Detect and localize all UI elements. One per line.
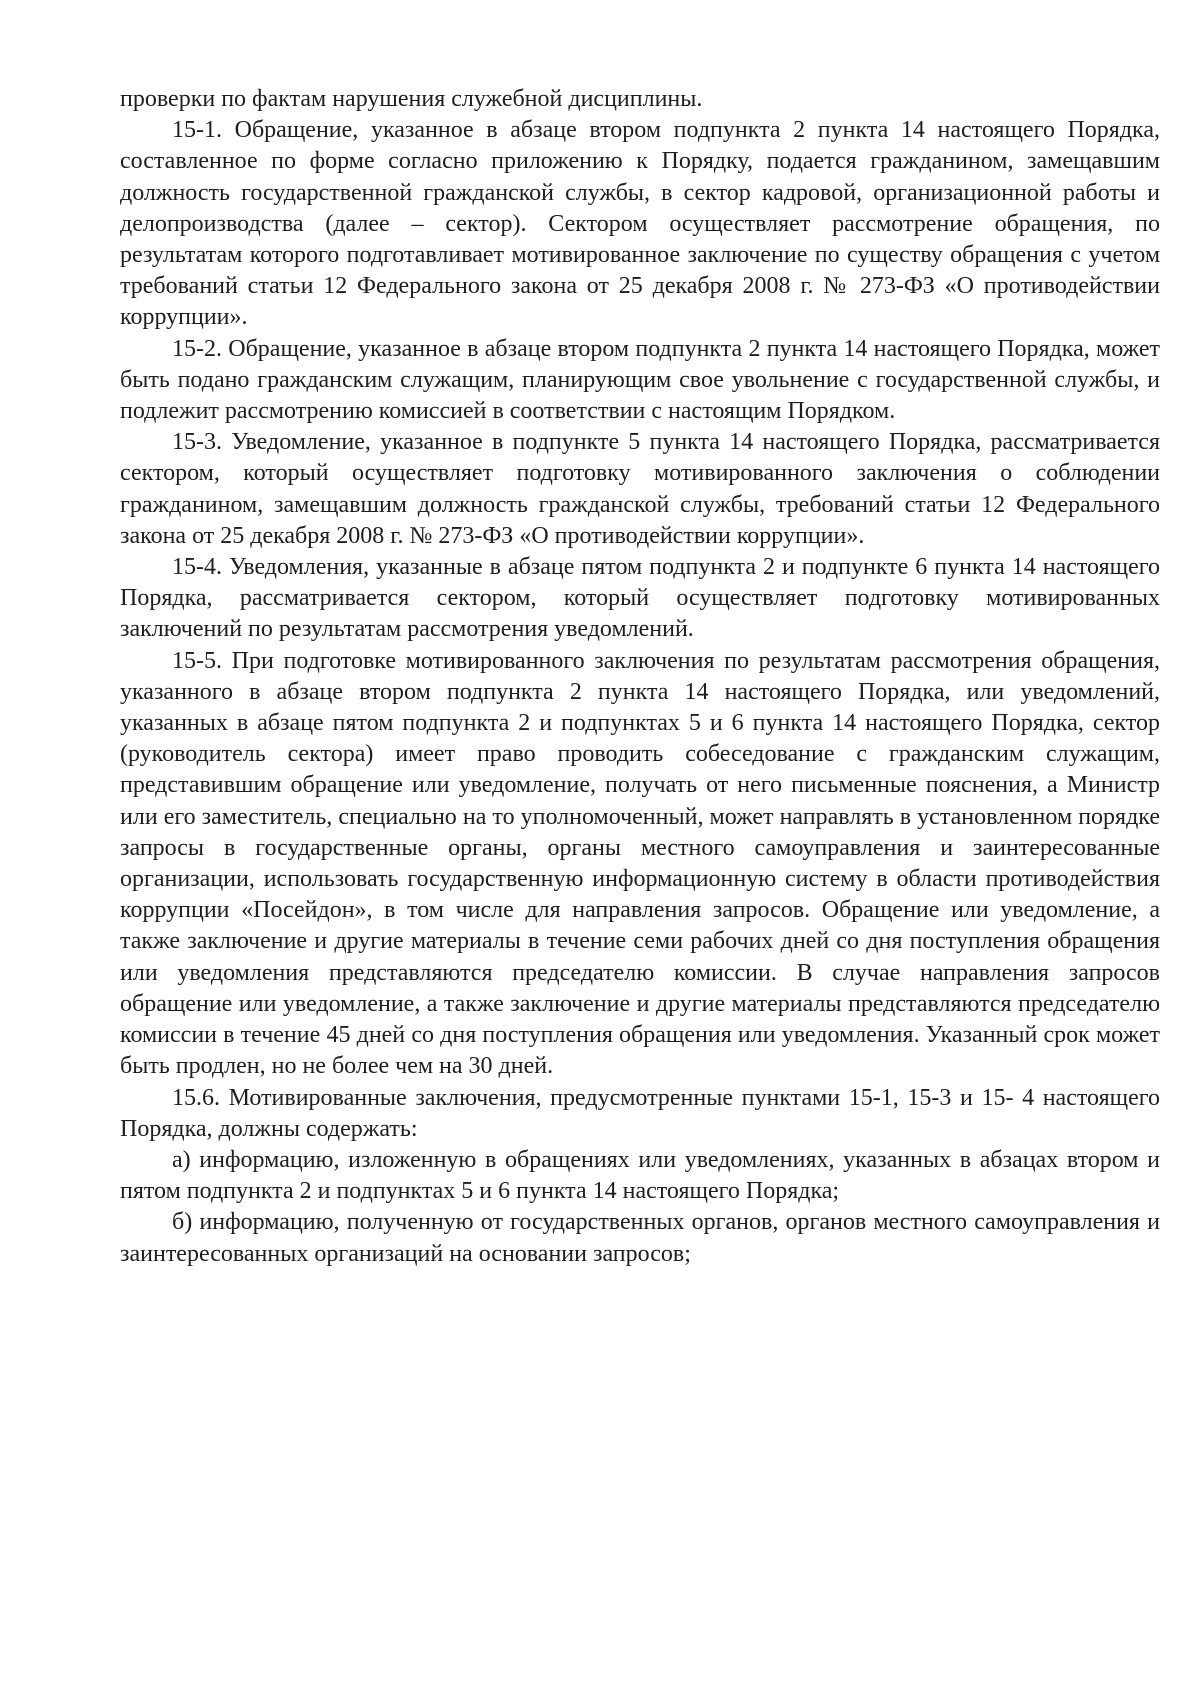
paragraph-15-2: 15-2. Обращение, указанное в абзаце втором подпункта 2 пункта 14 настоящего Порядка, может быть подано гражданским служащим, планирующим свое увольнение с государственной службы, и подлежит рассмотрению комиссией в соответствии с настоящим Порядком. bbox=[120, 335, 1160, 425]
paragraph-continuation: проверки по фактам нарушения служебной дисциплины. bbox=[120, 86, 703, 112]
paragraph-15-1: 15-1. Обращение, указанное в абзаце втором подпункта 2 пункта 14 настоящего Порядка, составленное по форме согласно приложению к Порядку, подается гражданином, замещавшим должность государственной гражданской службы, в сектор кадровой, организационной работы и делопроизводства (далее – сектор). Сектором осуществляет рассмотрение обращения, по результатам которого подготавливает мотивированное заключение по существу обращения с учетом требований статьи 12 Федерального закона от 25 декабря 2008 г. № 273-ФЗ «О противодействии коррупции». bbox=[120, 117, 1160, 331]
paragraph-15-4: 15-4. Уведомления, указанные в абзаце пятом подпункта 2 и подпункте 6 пункта 14 настоящего Порядка, рассматривается сектором, который осуществляет подготовку мотивированных заключений по результатам рассмотрения уведомлений. bbox=[120, 554, 1160, 643]
paragraph-15-3: 15-3. Уведомление, указанное в подпункте 5 пункта 14 настоящего Порядка, рассматривается сектором, который осуществляет подготовку мотивированного заключения о соблюдении гражданином, замещавшим должность гражданской службы, требований статьи 12 Федерального закона от 25 декабря 2008 г. № 273-ФЗ «О противодействии коррупции». bbox=[120, 429, 1160, 549]
paragraph-15-5: 15-5. При подготовке мотивированного заключения по результатам рассмотрения обращения, указанного в абзаце втором подпункта 2 пункта 14 настоящего Порядка, или уведомлений, указанных в абзаце пятом подпункта 2 и подпунктах 5 и 6 пункта 14 настоящего Порядка, сектор (руководитель сектора) имеет право проводить собеседование с гражданским служащим, представившим обращение или уведомление, получать от него письменные пояснения, а Министр или его заместитель, специально на то уполномоченный, может направлять в установленном порядке запросы в государственные органы, органы местного самоуправления и заинтересованные организации, использовать государственную информационную систему в области противодействия коррупции «Посейдон», в том числе для направления запросов. Обращение или уведомление, а также заключение и другие материалы в течение семи рабочих дней со дня поступления обращения или уведомления представляются председателю комиссии. В случае направления запросов обращение или уведомление, а также заключение и другие материалы представляются председателю комиссии в течение 45 дней со дня поступления обращения или уведомления. Указанный срок может быть продлен, но не более чем на 30 дней. bbox=[120, 647, 1160, 1080]
paragraph-item-b: б) информацию, полученную от государственных органов, органов местного самоуправления и заинтересованных организаций на основании запросов; bbox=[120, 1209, 1160, 1267]
document-body bbox=[120, 84, 1160, 1270]
paragraph-item-a: а) информацию, изложенную в обращениях или уведомлениях, указанных в абзацах втором и пятом подпункта 2 и подпунктах 5 и 6 пункта 14 настоящего Порядка; bbox=[120, 1146, 1160, 1205]
paragraph-15-6: 15.6. Мотивированные заключения, предусмотренные пунктами 15-1, 15-3 и 15- 4 настоящего Порядка, должны содержать: bbox=[120, 1084, 1160, 1142]
